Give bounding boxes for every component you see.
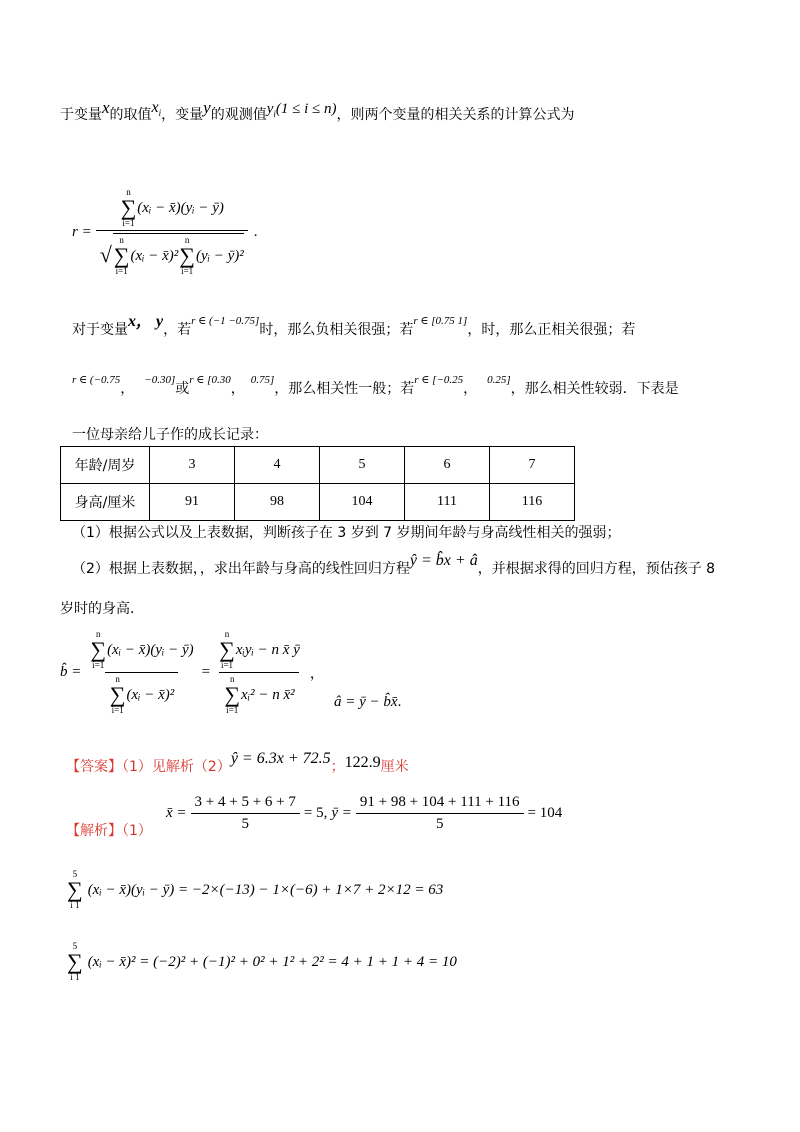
b-hat-formula: b̂ = n ∑ i=1 (xᵢ − x̄)(yᵢ − ȳ) n ∑ i=1 (xᵢ − x̄)² = n ∑ i=1 xᵢyᵢ − n x̄ ȳ n ∑ i=1 xᵢ² − n x̄² ， [60, 629, 324, 715]
r-numerator: (xᵢ − x̄)(yᵢ − ȳ) [137, 199, 224, 216]
var-y: y [203, 98, 211, 117]
r-den-sum1-top: n [119, 235, 124, 245]
solution-label-line [66, 820, 152, 840]
ybar-denominator: 5 [356, 813, 524, 833]
sum-squares-expression: (xᵢ − x̄)² = (−2)² + (−1)² + 0² + 1² + 2² = 4 + 1 + 1 + 4 = 10 [87, 953, 457, 970]
solution-label: 【解析】 [66, 823, 122, 839]
ybar-lhs: ȳ = [331, 805, 352, 821]
rules-line-1 [72, 313, 636, 339]
b-hat-num-2: xᵢyᵢ − n x̄ ȳ [235, 641, 300, 658]
intro-text-5: ，则两个变量的相关关系的计算公式为 [336, 107, 575, 123]
xbar-lhs: x̄ = [166, 805, 187, 821]
ybar-numerator: 91 + 98 + 104 + 111 + 116 [359, 794, 520, 810]
rules-line-3 [72, 424, 268, 444]
r-tail: . [253, 223, 258, 240]
r-formula [72, 188, 258, 276]
table-cell: 116 [490, 484, 575, 521]
xbar-numerator: 3 + 4 + 5 + 6 + 7 [194, 794, 296, 810]
range-moderate-positive-end: 0.75] [250, 374, 275, 386]
answer-unit: 厘米 [380, 759, 409, 775]
question-2-text-a: （2）根据上表数据，，求出年龄与身高的线性回归方程 [72, 561, 410, 577]
b2-den-sum-top: n [229, 674, 235, 684]
question-1 [72, 522, 621, 542]
r-den-body2: (yᵢ − ȳ)² [195, 247, 244, 264]
age-header: 年龄/周岁 [61, 447, 150, 484]
table-row [61, 484, 575, 521]
question-1-text: （1）根据公式以及上表数据，判断孩子在 3 岁到 7 岁期间年龄与身高线性相关的强弱； [72, 525, 621, 541]
table-intro: 一位母亲给儿子作的成长记录： [72, 427, 268, 443]
b1-den-sum-bottom: i=1 [111, 705, 124, 715]
a-hat-expression: â = ȳ − b̂x̄ [334, 694, 398, 710]
r-num-sum-bottom: i=1 [122, 218, 135, 228]
sum-product-line: 5 ∑ i 1 (xᵢ − x̄)(yᵢ − ȳ) = −2×(−13) − 1×(−6) + 1×7 + 2×12 = 63 [67, 869, 444, 910]
b-hat-den-2: xᵢ² − n x̄² [241, 686, 295, 703]
question-2-text-b: ，并根据求得的回归方程，预估孩子 8 [477, 561, 716, 577]
b-hat-fraction-2: n ∑ i=1 xᵢyᵢ − n x̄ ȳ n ∑ i=1 xᵢ² − n x̄² [219, 629, 300, 715]
sum1-bottom: i 1 [70, 900, 80, 910]
sum-squares-line: 5 ∑ i 1 (xᵢ − x̄)² = (−2)² + (−1)² + 0² + 1² + 2² = 4 + 1 + 1 + 4 = 10 [67, 941, 457, 982]
question-2-text-c: 岁时的身高． [60, 601, 144, 617]
intro-text-3: ，变量 [161, 107, 204, 123]
a-hat-formula [334, 694, 401, 711]
r-den-sum2-top: n [184, 235, 190, 245]
growth-table [60, 446, 575, 521]
sum2-top: 5 [72, 941, 78, 951]
rules-text-d: ， [467, 322, 482, 338]
rules-vars: x， y [128, 313, 164, 330]
answer-separator: ； [330, 759, 345, 775]
table-cell: 4 [235, 447, 320, 484]
rules-text-b: ，若 [163, 322, 192, 338]
height-header: 身高/厘米 [61, 484, 150, 521]
b-hat-lhs: b̂ = [60, 664, 82, 680]
sum-product-expression: (xᵢ − x̄)(yᵢ − ȳ) = −2×(−13) − 1×(−6) + 1×7 + 2×12 = 63 [87, 881, 444, 898]
table-cell: 111 [405, 484, 490, 521]
rules-text-c: 时，那么负相关很强；若 [259, 322, 414, 338]
table-cell: 91 [150, 484, 235, 521]
rules-text-moderate: ，那么相关性一般；若 [274, 381, 415, 397]
rules-text-e: 时，那么正相关很强；若 [481, 322, 636, 338]
sum2-bottom: i 1 [70, 972, 80, 982]
b1-num-sum-bottom: i=1 [92, 660, 105, 670]
table-cell: 98 [235, 484, 320, 521]
answer-line [66, 750, 409, 776]
question-2 [72, 552, 716, 578]
range-moderate-negative: r ∈ (−0.75 [72, 374, 121, 386]
intro-text-2: 的取值 [109, 107, 152, 123]
a-hat-period: . [397, 694, 402, 710]
r-den-sum1-bottom: i=1 [115, 266, 128, 276]
b-hat-comma: ， [309, 665, 324, 682]
xbar-result: = 5, [303, 805, 328, 821]
intro-line [60, 98, 575, 125]
means-formula [166, 794, 562, 833]
var-x: x [102, 98, 110, 117]
r-den-body1: (xᵢ − x̄)² [130, 247, 179, 264]
var-yi: y [266, 101, 274, 117]
question-2-cont [60, 598, 144, 618]
range-weak: r ∈ [−0.25 [414, 374, 464, 386]
answer-equation: ŷ = 6.3x + 72.5 [230, 750, 331, 767]
rules-line-2: $^{r \in (-0.75}$，$^{-0.30]}$或$^{r \in [0.30}$，$^{0.75]}$，那么相关性一般；若$^{r \in [-0.25}$，$^{0.25]}$，那么相关性较弱．下表是 [72, 374, 679, 397]
ybar-fraction [356, 794, 524, 833]
intro-text-1: 于变量 [60, 107, 102, 123]
sum1-top: 5 [72, 869, 78, 879]
range-moderate-negative-end: −0.30] [144, 374, 176, 386]
intro-text-4: 的观测值 [210, 107, 267, 123]
b2-num-sum-bottom: i=1 [220, 660, 234, 670]
b1-num-sum-top: n [95, 629, 101, 639]
table-cell: 104 [320, 484, 405, 521]
range-weak-end: 0.25] [487, 374, 511, 386]
rules-or: 或 [175, 381, 190, 397]
xbar-denominator: 5 [191, 813, 300, 833]
table-cell: 3 [150, 447, 235, 484]
table-cell: 7 [490, 447, 575, 484]
b2-den-sum-bottom: i=1 [226, 705, 239, 715]
solution-part: （1） [122, 823, 152, 839]
index-range: (1 ≤ i ≤ n) [275, 101, 337, 117]
range-moderate-positive: r ∈ [0.30 [189, 374, 231, 386]
regression-equation: ŷ = b̂x + â [409, 552, 478, 569]
r-fraction: n ∑ i=1 (xᵢ − x̄)(yᵢ − ȳ) √ n ∑ i=1 (xᵢ − x̄)² n ∑ i=1 (yᵢ − ȳ)² [96, 188, 248, 276]
range-strong-positive: r ∈ [0.75 1] [413, 315, 468, 327]
xbar-fraction [191, 794, 300, 833]
var-xi: x [151, 99, 159, 116]
b-hat-den-1: (xᵢ − x̄)² [126, 686, 175, 703]
var-yi-sub: i [273, 109, 276, 119]
answer-text: （1）见解析（2） [122, 759, 231, 775]
b2-num-sum-top: n [224, 629, 230, 639]
table-row [61, 447, 575, 484]
rules-text-weak: ，那么相关性较弱．下表是 [510, 381, 679, 397]
b1-den-sum-top: n [115, 674, 120, 684]
var-xi-sub: i [158, 108, 162, 119]
table-cell: 6 [405, 447, 490, 484]
answer-value: 122.9 [344, 754, 381, 771]
answer-label: 【答案】 [66, 759, 122, 775]
rules-text-a: 对于变量 [72, 322, 128, 338]
table-cell: 5 [320, 447, 405, 484]
ybar-result: = 104 [527, 805, 563, 821]
r-den-sum2-bottom: i=1 [181, 266, 194, 276]
r-lhs: r = [72, 223, 92, 240]
b-hat-fraction-1: n ∑ i=1 (xᵢ − x̄)(yᵢ − ȳ) n ∑ i=1 (xᵢ − x̄)² [90, 629, 194, 715]
b-hat-num-1: (xᵢ − x̄)(yᵢ − ȳ) [107, 641, 194, 658]
range-strong-negative: r ∈ (−1 −0.75] [191, 315, 260, 327]
r-num-sum-top: n [126, 187, 131, 197]
